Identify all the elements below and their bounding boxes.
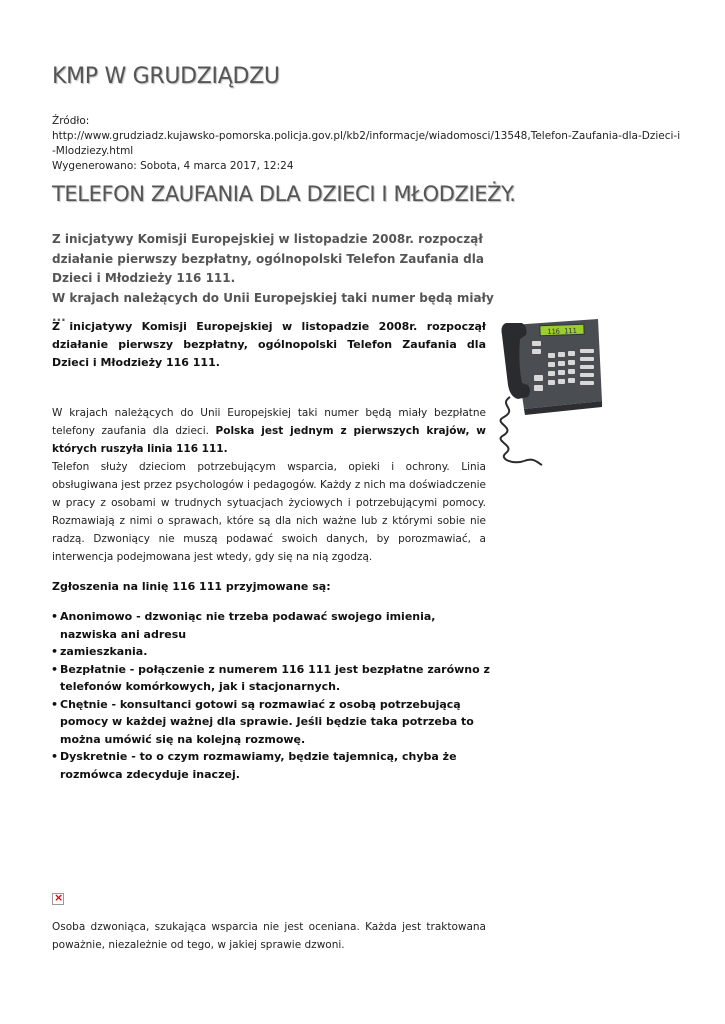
article-title: TELEFON ZAUFANIA DLA DZIECI I MŁODZIEŻY. — [52, 182, 516, 206]
list-item: • Dyskretnie - to o czym rozmawiamy, będzie tajemnicą, chyba że rozmówca zdecyduje inaczej. — [52, 748, 492, 783]
footer-paragraph: Osoba dzwoniąca, szukająca wsparcia nie jest oceniana. Każda jest traktowana poważnie, niezależnie od tego, w jakiej sprawie dzwoni. — [52, 921, 486, 951]
generated-date: Wygenerowano: Sobota, 4 marca 2017, 12:24 — [52, 160, 294, 172]
list-item: • zamieszkania. — [52, 643, 492, 661]
lead-paragraph-1: Z inicjatywy Komisji Europejskiej w listopadzie 2008r. rozpoczął działanie pierwszy bezpłatny, ogólnopolski Telefon Zaufania dla Dzieci i Młodzieży 116 111. — [52, 232, 484, 285]
body-paragraph-1-bold: Polska jest jednym z pierwszych krajów, w których ruszyła linia 116 111. — [52, 425, 487, 455]
source-info — [52, 114, 682, 174]
lead-paragraph-2: W krajach należących do Unii Europejskiej taki numer będą miały ... — [52, 290, 494, 324]
phone-display-text: 116 111 — [547, 326, 577, 337]
list-heading: Zgłoszenia na linię 116 111 przyjmowane są: — [52, 580, 331, 593]
body-paragraph-2: Telefon służy dzieciom potrzebującym wsparcia, opieki i ochrony. Linia obsługiwana jest przez psychologów i pedagogów. Każdy z nich ma doświadczenie w pracy z osobami w trudnych sytuacjach życiowych i potrzebującymi pomocy. Rozmawiają z nimi o sprawach, które są dla nich ważne lub z którymi sobie nie radzą. Dzwoniący nie muszą podawać swoich danych, by porozmawiać, a interwencja podejmowana jest wtedy, gdy się na nią zgodzą. — [52, 461, 486, 563]
body-paragraph-1-text: W krajach należących do Unii Europejskiej taki numer będą miały bezpłatne telefony zaufania dla dzieci. — [52, 407, 486, 437]
body-paragraph-1 — [52, 404, 486, 458]
broken-x-icon: × — [54, 891, 64, 904]
list-item: • Chętnie - konsultanci gotowi są rozmawiać z osobą potrzebującą pomocy w każdej ważnej dla sprawie. Jeśli będzie taka potrzeba to można umówić się na kolejną rozmowę. — [52, 696, 492, 749]
list-item: • Anonimowo - dzwoniąc nie trzeba podawać swojego imienia, nazwiska ani adresu — [52, 608, 492, 643]
telephone-image — [494, 313, 604, 470]
source-url[interactable]: http://www.grudziadz.kujawsko-pomorska.policja.gov.pl/kb2/informacje/wiadomosci/13548,Telefon-Zaufania-dla-Dzieci-i-Mlodziezy.html — [52, 130, 681, 157]
source-label: Źródło: — [52, 115, 90, 127]
article-lead — [52, 230, 502, 328]
intro-paragraph: Z inicjatywy Komisji Europejskiej w listopadzie 2008r. rozpoczął działanie pierwszy bezpłatny, ogólnopolski Telefon Zaufania dla Dzieci i Młodzieży 116 111. — [52, 320, 486, 369]
broken-image-icon — [52, 893, 64, 905]
list-item: • Bezpłatnie - połączenie z numerem 116 111 jest bezpłatne zarówno z telefonów komórkowych, jak i stacjonarnych. — [52, 661, 492, 696]
site-title: KMP W GRUDZIĄDZU — [52, 64, 280, 89]
article-body — [52, 404, 486, 566]
bullet-list — [52, 608, 492, 783]
